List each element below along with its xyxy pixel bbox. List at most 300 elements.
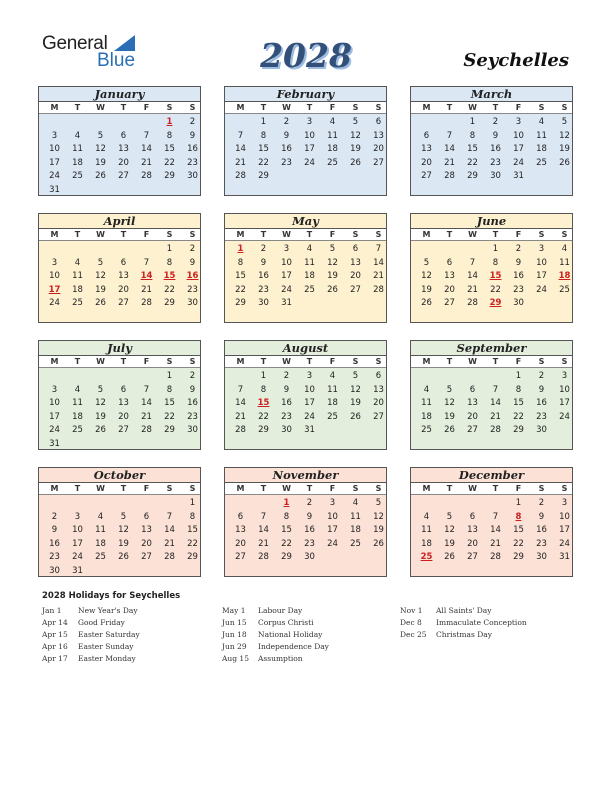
weekday-header	[225, 229, 386, 241]
day-cell: 8	[166, 130, 173, 141]
day-cell: 11	[421, 398, 432, 408]
weekday-label: W	[96, 103, 105, 112]
day-cell: 5	[120, 511, 127, 522]
weekday-label: M	[422, 230, 431, 239]
weekday-label: T	[492, 357, 499, 366]
holiday-name: Corpus Christi	[258, 618, 314, 627]
weekday-label: F	[329, 230, 336, 239]
day-cell: 9	[538, 384, 545, 395]
day-cell: 20	[373, 398, 384, 408]
logo-text-blue: Blue	[97, 50, 136, 71]
day-cell: 22	[164, 411, 175, 422]
day-cell: 24	[304, 157, 315, 168]
day-cell: 1	[166, 244, 173, 254]
day-cell: 17	[49, 157, 60, 168]
weekday-label: T	[446, 230, 453, 239]
month-title: December	[411, 468, 572, 483]
day-cell: 29	[513, 552, 524, 562]
weekday-label: T	[74, 484, 81, 493]
weekday-label: M	[236, 230, 245, 239]
weekday-label: F	[329, 357, 336, 366]
weekday-label: S	[166, 484, 173, 493]
day-cell: 18	[327, 398, 338, 408]
day-cell: 10	[304, 384, 315, 395]
weekday-label: F	[515, 357, 522, 366]
day-cell: 8	[515, 384, 522, 395]
day-cell: 9	[51, 525, 58, 535]
day-cell: 19	[95, 157, 106, 168]
day-cell: 11	[536, 130, 547, 141]
day-cell: 7	[260, 511, 267, 522]
day-cell: 21	[467, 284, 478, 295]
weekday-label: S	[189, 484, 196, 493]
day-cell: 29	[187, 552, 198, 562]
day-cell: 11	[327, 384, 338, 395]
day-cell: 9	[283, 384, 290, 395]
day-cell: 17	[49, 411, 60, 422]
day-cell: 12	[95, 398, 106, 408]
day-cell: 25	[72, 171, 83, 181]
day-cell: 4	[74, 384, 81, 395]
day-cell: 27	[118, 171, 129, 181]
day-cell: 24	[72, 552, 83, 562]
day-cell: 10	[281, 257, 292, 268]
day-cell: 11	[350, 511, 361, 522]
day-cell: 5	[97, 384, 104, 395]
day-cell: 2	[492, 117, 499, 127]
holiday-name: Independence Day	[258, 642, 329, 651]
holiday-entry	[400, 605, 527, 617]
day-cell: 3	[306, 117, 313, 127]
day-cell: 21	[235, 411, 246, 422]
day-cell: 28	[164, 552, 175, 562]
holiday-day-cell: 17	[48, 284, 61, 295]
day-cell: 26	[350, 157, 361, 168]
day-cell: 6	[120, 257, 127, 268]
holiday-name: Christmas Day	[436, 630, 492, 639]
holiday-day-cell: 29	[489, 298, 502, 308]
day-cell: 30	[536, 425, 547, 435]
month-december	[410, 467, 573, 577]
holiday-entry	[222, 617, 329, 629]
day-cell: 23	[536, 538, 547, 549]
day-cell: 7	[237, 384, 244, 395]
weekday-label: F	[143, 103, 150, 112]
day-cell: 9	[189, 130, 196, 141]
day-cell: 20	[373, 144, 384, 154]
month-title: March	[411, 87, 572, 102]
month-title: May	[225, 214, 386, 229]
holidays-title: 2028 Holidays for Seychelles	[42, 591, 181, 601]
day-cell: 20	[235, 538, 246, 549]
month-title: November	[225, 468, 386, 483]
holiday-entry	[42, 605, 140, 617]
day-cell: 29	[258, 425, 269, 435]
day-cell: 30	[304, 552, 315, 562]
day-cell: 29	[164, 425, 175, 435]
day-cell: 2	[515, 244, 522, 254]
day-cell: 28	[141, 171, 152, 181]
day-cell: 9	[260, 257, 267, 268]
holiday-date: Apr 16	[42, 642, 68, 651]
day-cell: 23	[187, 411, 198, 422]
holiday-name: Easter Saturday	[78, 630, 140, 639]
day-cell: 21	[235, 157, 246, 168]
day-cell: 27	[235, 552, 246, 562]
holiday-date: May 1	[222, 606, 246, 615]
month-title: July	[39, 341, 200, 356]
day-cell: 10	[559, 511, 570, 522]
weekday-label: S	[189, 103, 196, 112]
day-cell: 4	[74, 257, 81, 268]
month-november	[224, 467, 387, 577]
holiday-date: Apr 14	[42, 618, 68, 627]
day-cell: 18	[421, 538, 432, 549]
day-cell: 24	[49, 298, 60, 308]
holiday-date: Dec 8	[400, 618, 422, 627]
day-cell: 18	[421, 411, 432, 422]
day-cell: 27	[373, 157, 384, 168]
day-cell: 12	[350, 130, 361, 141]
day-cell: 4	[423, 384, 430, 395]
day-cell: 13	[118, 144, 129, 154]
day-cell: 19	[421, 284, 432, 295]
day-cell: 8	[260, 130, 267, 141]
weekday-label: M	[50, 103, 59, 112]
day-cell: 2	[189, 244, 196, 254]
day-cell: 14	[164, 525, 175, 535]
weekday-label: S	[166, 357, 173, 366]
day-cell: 20	[118, 157, 129, 168]
day-cell: 26	[95, 425, 106, 435]
holiday-day-cell: 18	[558, 271, 571, 281]
holiday-entry	[222, 629, 329, 641]
day-cell: 16	[304, 525, 315, 535]
weekday-label: S	[538, 484, 545, 493]
weekday-label: W	[282, 230, 291, 239]
day-cell: 17	[304, 398, 315, 408]
day-cell: 5	[352, 117, 359, 127]
day-cell: 7	[143, 130, 150, 141]
day-cell: 25	[327, 157, 338, 168]
day-cell: 5	[446, 511, 453, 522]
weekday-header	[39, 483, 200, 495]
weekday-label: W	[468, 484, 477, 493]
day-cell: 15	[258, 144, 269, 154]
day-cell: 15	[235, 271, 246, 281]
weekday-label: S	[561, 103, 568, 112]
day-cell: 21	[490, 538, 501, 549]
day-cell: 12	[444, 525, 455, 535]
day-cell: 12	[350, 384, 361, 395]
weekday-label: F	[143, 357, 150, 366]
day-cell: 20	[350, 271, 361, 281]
day-cell: 13	[118, 271, 129, 281]
day-cell: 28	[141, 298, 152, 308]
weekday-label: T	[446, 484, 453, 493]
day-cell: 25	[95, 552, 106, 562]
day-cell: 19	[327, 271, 338, 281]
day-cell: 3	[306, 371, 313, 381]
weekday-label: W	[282, 484, 291, 493]
day-cell: 15	[513, 525, 524, 535]
day-cell: 3	[51, 130, 58, 141]
day-cell: 26	[95, 298, 106, 308]
day-cell: 11	[72, 144, 83, 154]
day-cell: 9	[515, 257, 522, 268]
day-cell: 14	[467, 271, 478, 281]
holiday-day-cell: 15	[489, 271, 502, 281]
weekday-label: T	[260, 230, 267, 239]
day-cell: 1	[515, 498, 522, 508]
day-cell: 30	[258, 298, 269, 308]
weekday-label: S	[538, 230, 545, 239]
day-cell: 20	[421, 157, 432, 168]
day-cell: 3	[74, 511, 81, 522]
month-january	[38, 86, 201, 196]
day-cell: 6	[469, 384, 476, 395]
day-cell: 14	[141, 144, 152, 154]
day-cell: 21	[141, 284, 152, 295]
weekday-label: S	[375, 484, 382, 493]
day-cell: 20	[444, 284, 455, 295]
day-cell: 27	[467, 552, 478, 562]
logo-text-general: General	[42, 33, 108, 54]
day-cell: 26	[118, 552, 129, 562]
day-cell: 24	[304, 411, 315, 422]
weekday-label: T	[74, 357, 81, 366]
holiday-name: Good Friday	[78, 618, 125, 627]
holiday-date: Aug 15	[222, 654, 249, 663]
day-cell: 7	[375, 244, 382, 254]
day-cell: 9	[189, 384, 196, 395]
day-cell: 14	[235, 398, 246, 408]
day-cell: 23	[187, 284, 198, 295]
day-cell: 16	[281, 398, 292, 408]
day-cell: 26	[95, 171, 106, 181]
weekday-label: T	[74, 103, 81, 112]
weekday-header	[39, 229, 200, 241]
weekday-label: S	[189, 230, 196, 239]
month-may	[224, 213, 387, 323]
day-cell: 4	[306, 244, 313, 254]
weekday-label: T	[74, 230, 81, 239]
day-cell: 30	[536, 552, 547, 562]
day-cell: 12	[373, 511, 384, 522]
weekday-label: T	[492, 103, 499, 112]
day-cell: 22	[187, 538, 198, 549]
holiday-name: Immaculate Conception	[436, 618, 527, 627]
day-cell: 15	[467, 144, 478, 154]
holiday-name: Assumption	[258, 654, 303, 663]
day-cell: 27	[141, 552, 152, 562]
holiday-entry	[42, 617, 140, 629]
day-cell: 19	[350, 144, 361, 154]
day-cell: 24	[559, 411, 570, 422]
day-cell: 29	[164, 298, 175, 308]
day-cell: 10	[559, 384, 570, 395]
day-cell: 15	[164, 144, 175, 154]
day-cell: 22	[467, 157, 478, 168]
holiday-date: Jun 29	[222, 642, 247, 651]
day-cell: 20	[118, 411, 129, 422]
day-cell: 12	[327, 257, 338, 268]
weekday-label: S	[561, 484, 568, 493]
holiday-date: Jun 18	[222, 630, 247, 639]
day-cell: 17	[281, 271, 292, 281]
day-cell: 5	[97, 257, 104, 268]
day-cell: 27	[118, 425, 129, 435]
day-cell: 16	[187, 144, 198, 154]
day-cell: 7	[469, 257, 476, 268]
month-october	[38, 467, 201, 577]
day-cell: 10	[72, 525, 83, 535]
day-cell: 13	[141, 525, 152, 535]
weekday-label: T	[120, 230, 127, 239]
day-cell: 16	[49, 538, 60, 549]
day-cell: 19	[95, 411, 106, 422]
day-cell: 28	[235, 425, 246, 435]
weekday-label: T	[306, 357, 313, 366]
day-cell: 30	[187, 171, 198, 181]
day-cell: 7	[143, 257, 150, 268]
day-cell: 23	[281, 157, 292, 168]
day-cell: 14	[444, 144, 455, 154]
weekday-header	[39, 356, 200, 368]
weekday-label: S	[166, 230, 173, 239]
day-cell: 9	[306, 511, 313, 522]
day-cell: 17	[327, 525, 338, 535]
day-cell: 22	[490, 284, 501, 295]
day-cell: 16	[258, 271, 269, 281]
day-cell: 19	[373, 525, 384, 535]
day-cell: 2	[189, 117, 196, 127]
day-cell: 1	[260, 117, 267, 127]
month-august	[224, 340, 387, 450]
month-july	[38, 340, 201, 450]
day-cell: 21	[164, 538, 175, 549]
month-title: June	[411, 214, 572, 229]
day-cell: 2	[51, 511, 58, 522]
month-june	[410, 213, 573, 323]
day-cell: 4	[423, 511, 430, 522]
weekday-label: M	[236, 103, 245, 112]
holiday-entry	[400, 629, 527, 641]
day-cell: 1	[492, 244, 499, 254]
weekday-label: M	[422, 357, 431, 366]
day-cell: 8	[166, 257, 173, 268]
weekday-label: S	[561, 357, 568, 366]
day-cell: 23	[304, 538, 315, 549]
month-april	[38, 213, 201, 323]
day-cell: 29	[467, 171, 478, 181]
day-cell: 8	[283, 511, 290, 522]
day-cell: 5	[97, 130, 104, 141]
day-cell: 28	[444, 171, 455, 181]
weekday-label: F	[329, 103, 336, 112]
day-cell: 19	[559, 144, 570, 154]
weekday-label: S	[375, 357, 382, 366]
holiday-entry	[222, 641, 329, 653]
day-cell: 16	[187, 398, 198, 408]
day-cell: 13	[118, 398, 129, 408]
day-cell: 27	[421, 171, 432, 181]
day-cell: 12	[421, 271, 432, 281]
day-cell: 6	[469, 511, 476, 522]
day-cell: 3	[51, 257, 58, 268]
day-cell: 23	[49, 552, 60, 562]
day-cell: 17	[513, 144, 524, 154]
day-cell: 4	[561, 244, 568, 254]
day-cell: 12	[444, 398, 455, 408]
weekday-label: T	[260, 484, 267, 493]
weekday-label: W	[96, 230, 105, 239]
day-cell: 18	[95, 538, 106, 549]
day-cell: 25	[304, 284, 315, 295]
day-cell: 29	[281, 552, 292, 562]
day-cell: 7	[492, 511, 499, 522]
day-cell: 30	[49, 565, 60, 576]
day-cell: 22	[281, 538, 292, 549]
holiday-date: Apr 17	[42, 654, 68, 663]
holiday-name: All Saints' Day	[436, 606, 492, 615]
day-cell: 16	[490, 144, 501, 154]
day-cell: 15	[513, 398, 524, 408]
day-cell: 14	[490, 398, 501, 408]
day-cell: 3	[329, 498, 336, 508]
day-cell: 1	[515, 371, 522, 381]
holiday-entry	[42, 653, 140, 665]
day-cell: 12	[95, 271, 106, 281]
weekday-label: M	[50, 484, 59, 493]
holiday-name: Easter Monday	[78, 654, 136, 663]
day-cell: 26	[350, 411, 361, 422]
day-cell: 2	[260, 244, 267, 254]
day-cell: 22	[513, 538, 524, 549]
day-cell: 26	[327, 284, 338, 295]
weekday-label: F	[143, 484, 150, 493]
weekday-label: M	[422, 484, 431, 493]
day-cell: 13	[235, 525, 246, 535]
day-cell: 22	[513, 411, 524, 422]
holiday-day-cell: 25	[420, 552, 433, 562]
weekday-label: T	[306, 484, 313, 493]
day-cell: 5	[375, 498, 382, 508]
day-cell: 6	[120, 130, 127, 141]
month-title: August	[225, 341, 386, 356]
day-cell: 18	[72, 284, 83, 295]
day-cell: 18	[536, 144, 547, 154]
day-cell: 22	[258, 157, 269, 168]
holiday-day-cell: 1	[283, 498, 290, 508]
day-cell: 21	[141, 157, 152, 168]
day-cell: 7	[166, 511, 173, 522]
day-cell: 2	[538, 371, 545, 381]
day-cell: 16	[281, 144, 292, 154]
day-cell: 14	[373, 257, 384, 268]
day-cell: 29	[164, 171, 175, 181]
day-cell: 31	[49, 184, 60, 195]
day-cell: 25	[72, 298, 83, 308]
day-cell: 23	[490, 157, 501, 168]
weekday-label: S	[375, 103, 382, 112]
day-cell: 16	[536, 398, 547, 408]
month-title: February	[225, 87, 386, 102]
day-cell: 18	[72, 411, 83, 422]
day-cell: 28	[467, 298, 478, 308]
weekday-label: S	[538, 103, 545, 112]
month-march	[410, 86, 573, 196]
